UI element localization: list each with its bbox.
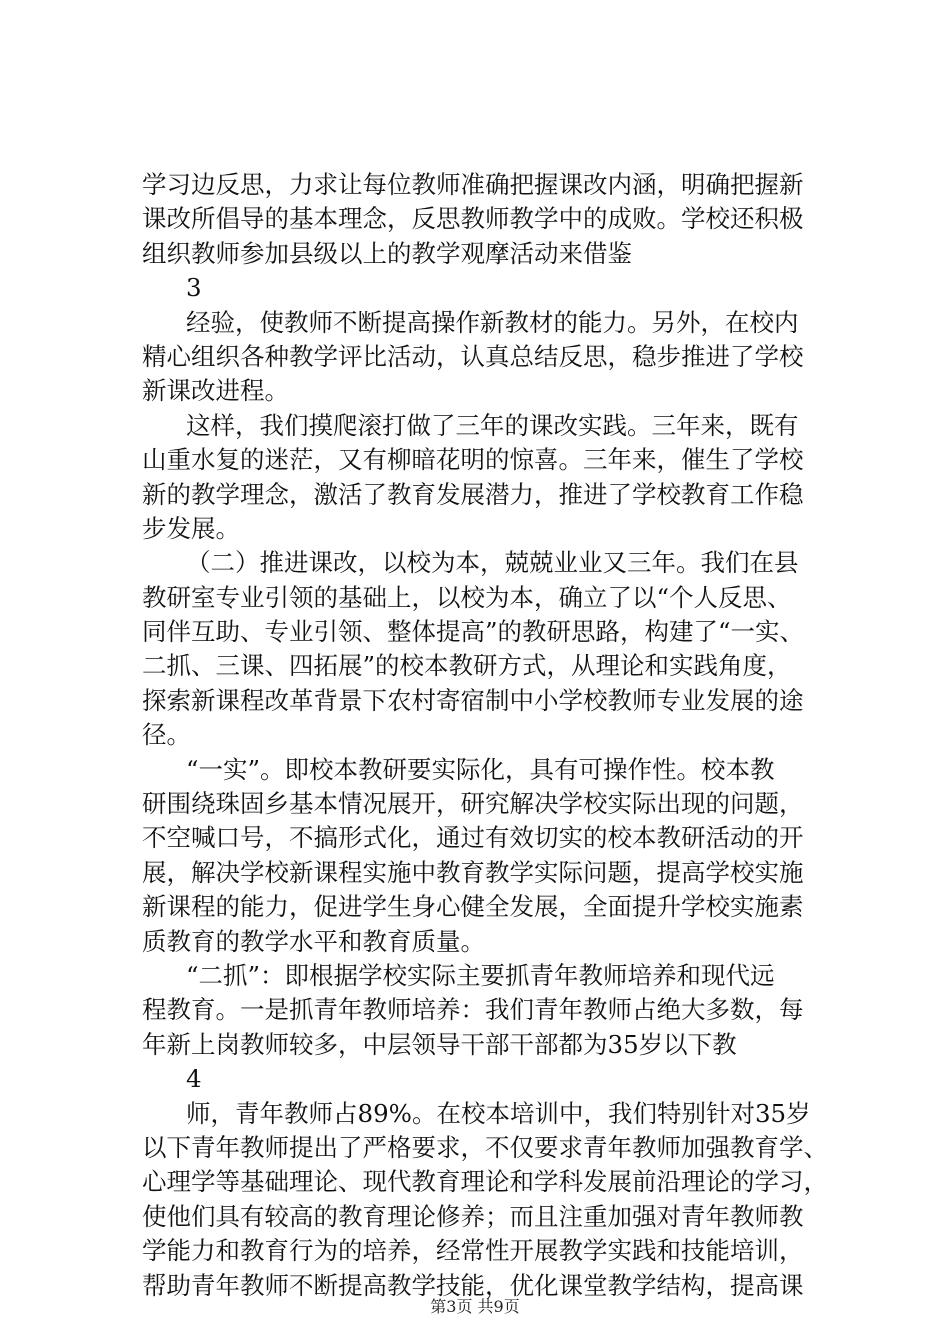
text-line: 4 — [186, 1064, 202, 1094]
text-line: “二抓”：即根据学校实际主要抓青年教师培养和现代远 — [186, 960, 775, 990]
text-line: 新的教学理念，激活了教育发展潜力，推进了学校教育工作稳 — [142, 479, 804, 509]
text-line: 展，解决学校新课程实施中教育教学实际问题，提高学校实施 — [142, 857, 804, 887]
text-line: 使他们具有较高的教育理论修养；而且注重加强对青年教师教 — [142, 1201, 804, 1231]
text-line: 二抓、三课、四拓展”的校本教研方式，从理论和实践角度， — [142, 651, 792, 681]
text-line: 径。 — [142, 720, 191, 750]
text-line: 学习边反思，力求让每位教师准确把握课改内涵，明确把握新 — [142, 170, 804, 199]
text-line: 年新上岗教师较多，中层领导干部干部都为35岁以下教 — [142, 1029, 737, 1059]
text-line: “一实”。即校本教研要实际化，具有可操作性。校本教 — [186, 754, 775, 784]
text-line: 步发展。 — [142, 513, 240, 543]
text-line: 经验，使教师不断提高操作新教材的能力。另外，在校内 — [186, 307, 799, 337]
text-line: 心理学等基础理论、现代教育理论和学科发展前沿理论的学习， — [142, 1167, 828, 1197]
text-line: 师，青年教师占89%。在校本培训中，我们特别针对35岁 — [186, 1098, 811, 1128]
text-line: 学能力和教育行为的培养，经常性开展教学实践和技能培训， — [142, 1236, 804, 1266]
body-text — [142, 168, 832, 1303]
text-line: 3 — [186, 273, 202, 303]
text-line: 这样，我们摸爬滚打做了三年的课改实践。三年来，既有 — [186, 410, 799, 440]
text-line: （二）推进课改，以校为本，兢兢业业又三年。我们在县 — [186, 548, 799, 578]
text-line: 新课程的能力，促进学生身心健全发展，全面提升学校实施素 — [142, 892, 804, 922]
text-line: 组织教师参加县级以上的教学观摩活动来借鉴 — [142, 238, 632, 268]
text-line: 教研室专业引领的基础上，以校为本，确立了以“个人反思、 — [142, 582, 792, 612]
text-line: 研围绕珠固乡基本情况展开，研究解决学校实际出现的问题， — [142, 789, 804, 819]
text-line: 同伴互助、专业引领、整体提高”的教研思路，构建了“一实、 — [142, 617, 805, 647]
text-line: 新课改进程。 — [142, 376, 289, 406]
text-line: 以下青年教师提出了严格要求，不仅要求青年教师加强教育学、 — [142, 1132, 828, 1162]
page-footer: 第3页 共9页 — [430, 1297, 520, 1316]
text-line: 精心组织各种教学评比活动，认真总结反思，稳步推进了学校 — [142, 341, 804, 371]
text-line: 质教育的教学水平和教育质量。 — [142, 926, 485, 956]
text-line: 山重水复的迷茫，又有柳暗花明的惊喜。三年来，催生了学校 — [142, 445, 804, 475]
text-line: 程教育。一是抓青年教师培养：我们青年教师占绝大多数，每 — [142, 995, 804, 1025]
text-line: 帮助青年教师不断提高教学技能，优化课堂教学结构，提高课 — [142, 1270, 804, 1300]
text-line: 不空喊口号，不搞形式化，通过有效切实的校本教研活动的开 — [142, 823, 804, 853]
text-line: 课改所倡导的基本理念，反思教师教学中的成败。学校还积极 — [142, 204, 804, 234]
text-line: 探索新课程改革背景下农村寄宿制中小学校教师专业发展的途 — [142, 685, 804, 715]
